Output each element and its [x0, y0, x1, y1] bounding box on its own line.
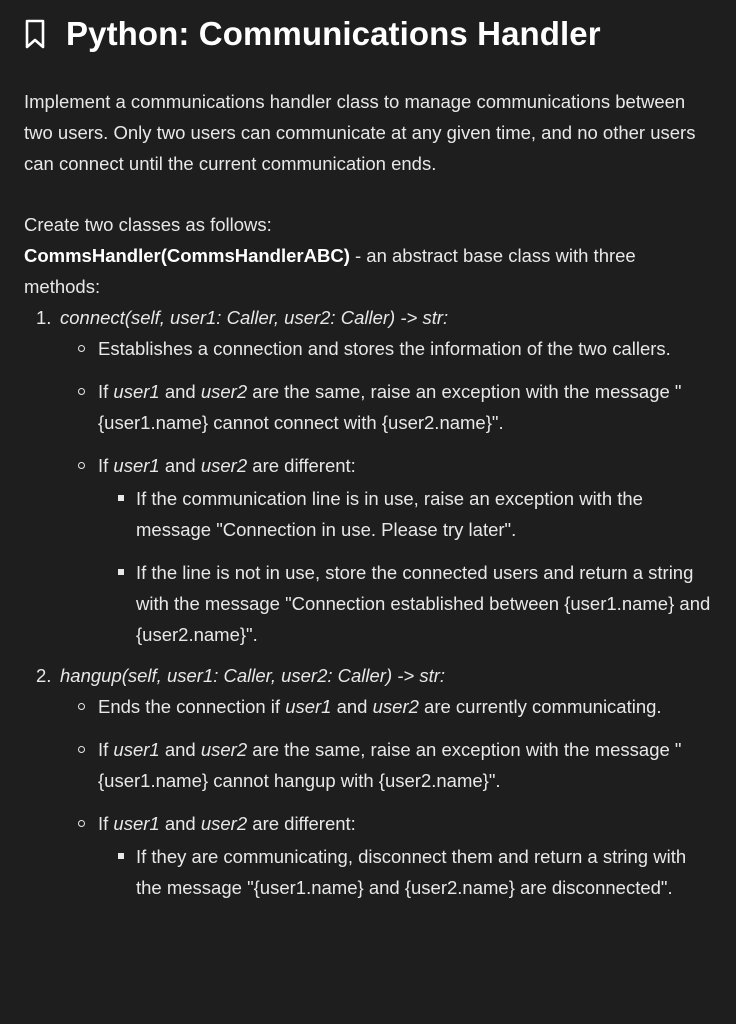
circle-bullet-icon — [78, 462, 85, 469]
param-user1: user1 — [113, 739, 160, 760]
page-title: Python: Communications Handler — [66, 15, 601, 52]
param-user2: user2 — [200, 739, 248, 760]
subpoint-text: If they are communicating, disconnect them and return a string with the message "{user1.name} and {user2.name} are disconnected". — [136, 846, 687, 898]
circle-bullet-icon — [78, 820, 85, 827]
method-number: 1. — [36, 307, 52, 328]
create-line: Create two classes as follows: — [24, 214, 272, 235]
class-definition — [24, 240, 714, 302]
list-item — [24, 450, 714, 650]
point-text: are the same, raise an exception with the message "{user1.name} cannot connect with {user2.name}". — [98, 381, 682, 433]
bookmark-icon[interactable] — [22, 16, 48, 52]
list-item — [24, 691, 714, 722]
list-item — [24, 557, 714, 650]
method-header — [24, 302, 714, 333]
sub-points — [98, 483, 714, 650]
point-text: and — [331, 696, 373, 717]
list-item — [24, 376, 714, 438]
square-bullet-icon — [118, 569, 124, 575]
square-bullet-icon — [118, 853, 124, 859]
point-text: Ends the connection if — [98, 696, 286, 717]
method-header — [24, 660, 714, 691]
method-points — [24, 333, 714, 650]
param-user1: user1 — [113, 813, 160, 834]
circle-bullet-icon — [78, 703, 85, 710]
list-item — [24, 734, 714, 796]
method-points — [24, 691, 714, 903]
list-item — [24, 841, 714, 903]
intro-paragraph: Implement a communications handler class to manage communications between two users. Only two users can communicate at any given time, and no other users can connect until the current communication ends. — [24, 91, 696, 174]
param-user2: user2 — [200, 813, 248, 834]
list-item — [24, 808, 714, 903]
square-bullet-icon — [118, 495, 124, 501]
param-user2: user2 — [200, 455, 248, 476]
point-text: Establishes a connection and stores the information of the two callers. — [98, 338, 671, 359]
param-user1: user1 — [285, 696, 332, 717]
method-number: 2. — [36, 665, 52, 686]
method-hangup — [24, 660, 714, 903]
method-connect — [24, 302, 714, 650]
point-text: If — [98, 381, 114, 402]
method-signature: hangup(self, user1: Caller, user2: Caller) -> str: — [60, 665, 446, 686]
param-user2: user2 — [200, 381, 248, 402]
point-text: are the same, raise an exception with the message "{user1.name} cannot hangup with {user2.name}". — [98, 739, 682, 791]
method-signature: connect(self, user1: Caller, user2: Caller) -> str: — [60, 307, 449, 328]
point-text: and — [159, 455, 201, 476]
point-text: and — [159, 739, 201, 760]
class-name: CommsHandler(CommsHandlerABC) — [24, 245, 350, 266]
problem-description — [24, 86, 714, 903]
list-item — [24, 483, 714, 545]
point-text: are different: — [247, 455, 356, 476]
circle-bullet-icon — [78, 345, 85, 352]
point-text: If — [98, 739, 114, 760]
param-user1: user1 — [113, 381, 160, 402]
sub-points — [98, 841, 714, 903]
point-text: and — [159, 381, 201, 402]
circle-bullet-icon — [78, 746, 85, 753]
list-item — [24, 333, 714, 364]
param-user2: user2 — [372, 696, 419, 717]
subpoint-text: If the communication line is in use, raise an exception with the message "Connection in use. Please try later". — [136, 488, 643, 540]
param-user1: user1 — [113, 455, 160, 476]
point-text: are different: — [247, 813, 356, 834]
class-description: - an abstract base class with three methods: — [24, 245, 636, 297]
header — [22, 12, 601, 56]
point-text: If — [98, 455, 114, 476]
point-text: are currently communicating. — [418, 696, 662, 717]
point-text: If — [98, 813, 114, 834]
circle-bullet-icon — [78, 388, 85, 395]
subpoint-text: If the line is not in use, store the connected users and return a string with the message "Connection established between {user1.name} and {user2.name}". — [136, 562, 711, 645]
point-text: and — [159, 813, 201, 834]
methods-list — [24, 302, 714, 903]
